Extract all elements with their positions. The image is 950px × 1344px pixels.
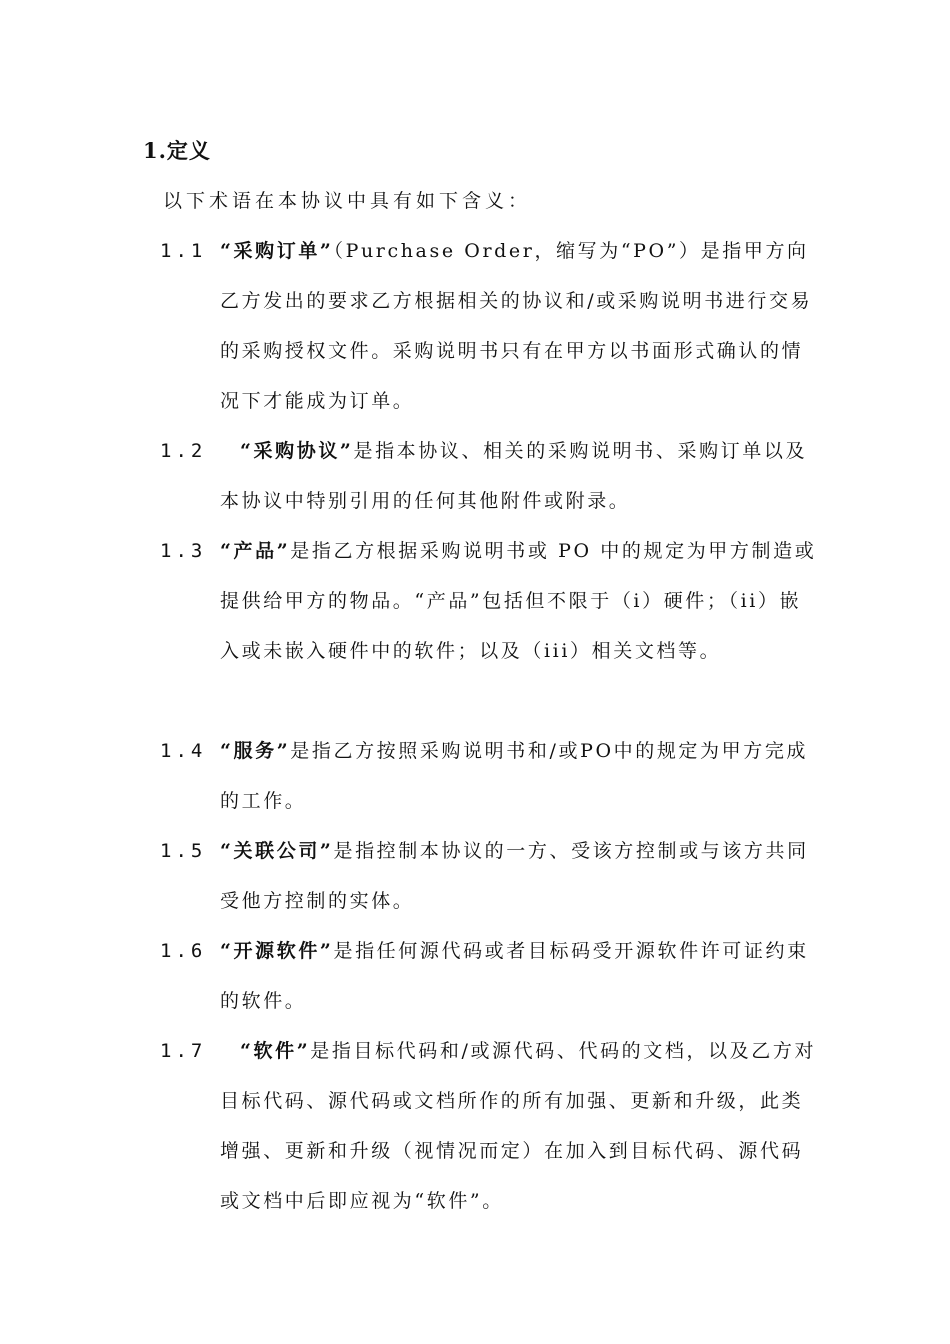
clause-term: “关联公司” <box>220 840 334 862</box>
clause-body <box>220 526 820 676</box>
clause-term: “产品” <box>220 540 291 562</box>
clause-text: 是指乙方根据采购说明书或 PO 中的规定为甲方制造或提供给甲方的物品。“产品”包括但不限于（i）硬件；（ii）嵌入或未嵌入硬件中的软件；以及（iii）相关文档等。 <box>220 540 817 662</box>
clause-term: “服务” <box>220 740 291 762</box>
clause-number: 1.4 <box>160 740 207 762</box>
clause-text: 是指任何源代码或者目标码受开源软件许可证约束的软件。 <box>220 940 809 1012</box>
clause-number: 1.6 <box>160 940 207 962</box>
clause-body <box>220 726 820 826</box>
clause-text: 是指乙方按照采购说明书和/或PO中的规定为甲方完成的工作。 <box>220 740 809 812</box>
clause-term: “软件” <box>240 1040 311 1062</box>
clause-body <box>220 826 820 926</box>
intro-paragraph: 以下术语在本协议中具有如下含义： <box>163 190 532 212</box>
clause-number: 1.7 <box>160 1040 207 1062</box>
clause-term: “开源软件” <box>220 940 334 962</box>
clause-text: 是指控制本协议的一方、受该方控制或与该方共同受他方控制的实体。 <box>220 840 809 912</box>
clause-body <box>220 426 820 526</box>
clause-body <box>220 226 820 426</box>
clause-number: 1.3 <box>160 540 207 562</box>
section-title: 1.定义 <box>143 138 211 163</box>
clause-term: “采购订单” <box>220 240 334 262</box>
clause-body <box>220 926 820 1026</box>
clause-number: 1.5 <box>160 840 207 862</box>
clause-text: 是指本协议、相关的采购说明书、采购订单以及本协议中特别引用的任何其他附件或附录。 <box>220 440 808 512</box>
clause-number: 1.2 <box>160 440 207 462</box>
clause-text: 是指目标代码和/或源代码、代码的文档，以及乙方对目标代码、源代码或文档所作的所有加强、更新和升级，此类增强、更新和升级（视情况而定）在加入到目标代码、源代码或文档中后即应视为“软件”。 <box>220 1040 817 1212</box>
clause-number: 1.1 <box>160 240 207 262</box>
clause-text: （Purchase Order，缩写为“PO”）是指甲方向乙方发出的要求乙方根据相关的协议和/或采购说明书进行交易的采购授权文件。采购说明书只有在甲方以书面形式确认的情况下才能成为订单。 <box>220 240 813 412</box>
clause-body <box>220 1026 820 1226</box>
clause-term: “采购协议” <box>240 440 354 462</box>
